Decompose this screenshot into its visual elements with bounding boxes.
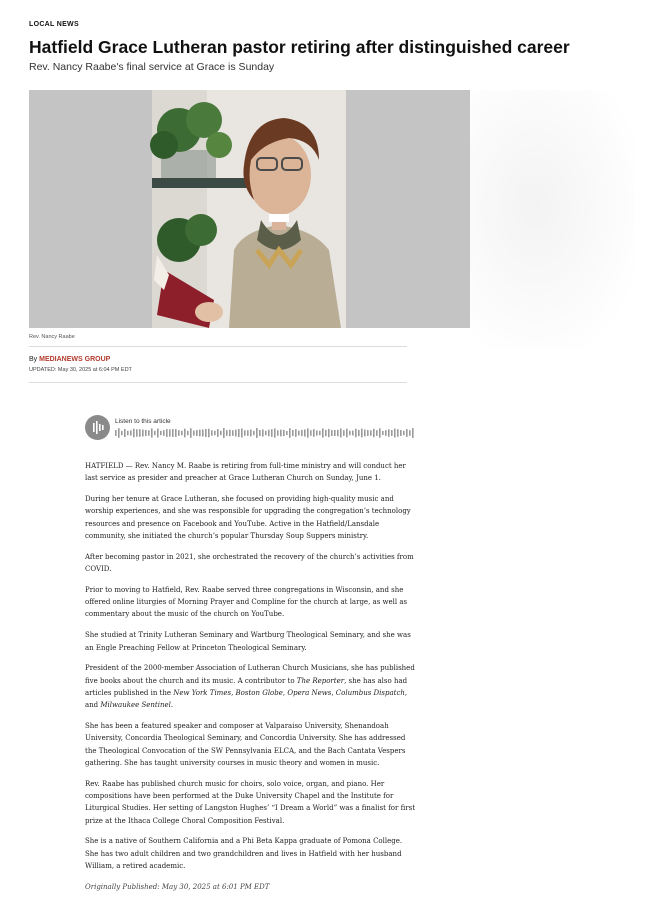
audio-waveform[interactable] <box>115 427 415 439</box>
photo-caption: Rev. Nancy Raabe <box>29 334 75 340</box>
photo-backdrop <box>470 90 635 350</box>
author-link[interactable]: MEDIANEWS GROUP <box>39 356 111 363</box>
published-timestamp: Originally Published: May 30, 2025 at 6:01 PM EDT <box>85 882 270 891</box>
divider-top <box>29 346 407 347</box>
audio-play-button[interactable] <box>85 415 110 440</box>
lead-photo[interactable] <box>29 90 470 328</box>
article-paragraph: During her tenure at Grace Lutheran, she focused on providing high-quality music and worship experiences, and she was responsible for upgrading the congregation’s technology resources and presence on Facebook and YouTube. Active in the Hatfield/Lansdale community, she initiated the church’s popular Thursday Soup Suppers ministry. <box>85 495 411 540</box>
article-paragraph: HATFIELD — Rev. Nancy M. Raabe is retiring from full-time ministry and will conduct her last service as presider and preacher at Grace Lutheran Church on Sunday, June 1. <box>85 462 406 483</box>
article-paragraph: She has been a featured speaker and composer at Valparaiso University, Shenandoah University, Concordia Theological Seminary, and Concordia University. She has addressed the Theological Convocation of the SW Pennsylvania ELCA, and the Bach Cantata Vespers gathering. She has taught university courses in music theory and women in music. <box>85 722 406 767</box>
updated-timestamp: UPDATED: May 30, 2025 at 6:04 PM EDT <box>29 367 132 373</box>
audio-player <box>85 415 415 445</box>
article-paragraph: After becoming pastor in 2021, she orchestrated the recovery of the church’s activities from COVID. <box>85 552 414 574</box>
article-paragraph: Prior to moving to Hatfield, Rev. Raabe served three congregations in Wisconsin, and she offered online liturgies of Morning Prayer and Compline for the church at large, as well as commentary about the music of the church on YouTube. <box>85 585 408 619</box>
audio-label: Listen to this article <box>115 418 171 425</box>
article-paragraph: Rev. Raabe has published church music for choirs, solo voice, organ, and piano. Her compositions have been performed at the Duke University Chapel and the Institute for Liturgical Studies. Her setting of Langston Hughes’ “I Dream a World” was a finalist for first prize at the Ithaca College Choral Composition Festival. <box>85 779 416 825</box>
byline-prefix: By <box>29 356 40 363</box>
byline <box>29 356 110 363</box>
article-paragraph: President of the 2000-member Association of Lutheran Church Musicians, she has published five books about the church and its music. A contributor to The Reporter, she has also had articles published in the New York Times, Boston Globe, Opera News, Columbus Dispatch, and Milwaukee Sentinel. <box>85 664 415 710</box>
article-paragraph: She is a native of Southern California and a Phi Beta Kappa graduate of Pomona College. She has two adult children and two grandchildren and lives in Hatfield with her husband William, a retired academic. <box>85 837 403 871</box>
divider-bottom <box>29 382 407 383</box>
article-paragraph: She studied at Trinity Lutheran Seminary and Wartburg Theological Seminary, and she was an Engle Preaching Fellow at Princeton Theological Seminary. <box>85 631 411 652</box>
article-body <box>85 460 415 902</box>
headline: Hatfield Grace Lutheran pastor retiring after distinguished career <box>29 37 570 57</box>
section-label[interactable]: LOCAL NEWS <box>29 21 79 28</box>
audio-play-icon <box>85 415 110 440</box>
subheadline: Rev. Nancy Raabe's final service at Grace is Sunday <box>29 61 275 73</box>
